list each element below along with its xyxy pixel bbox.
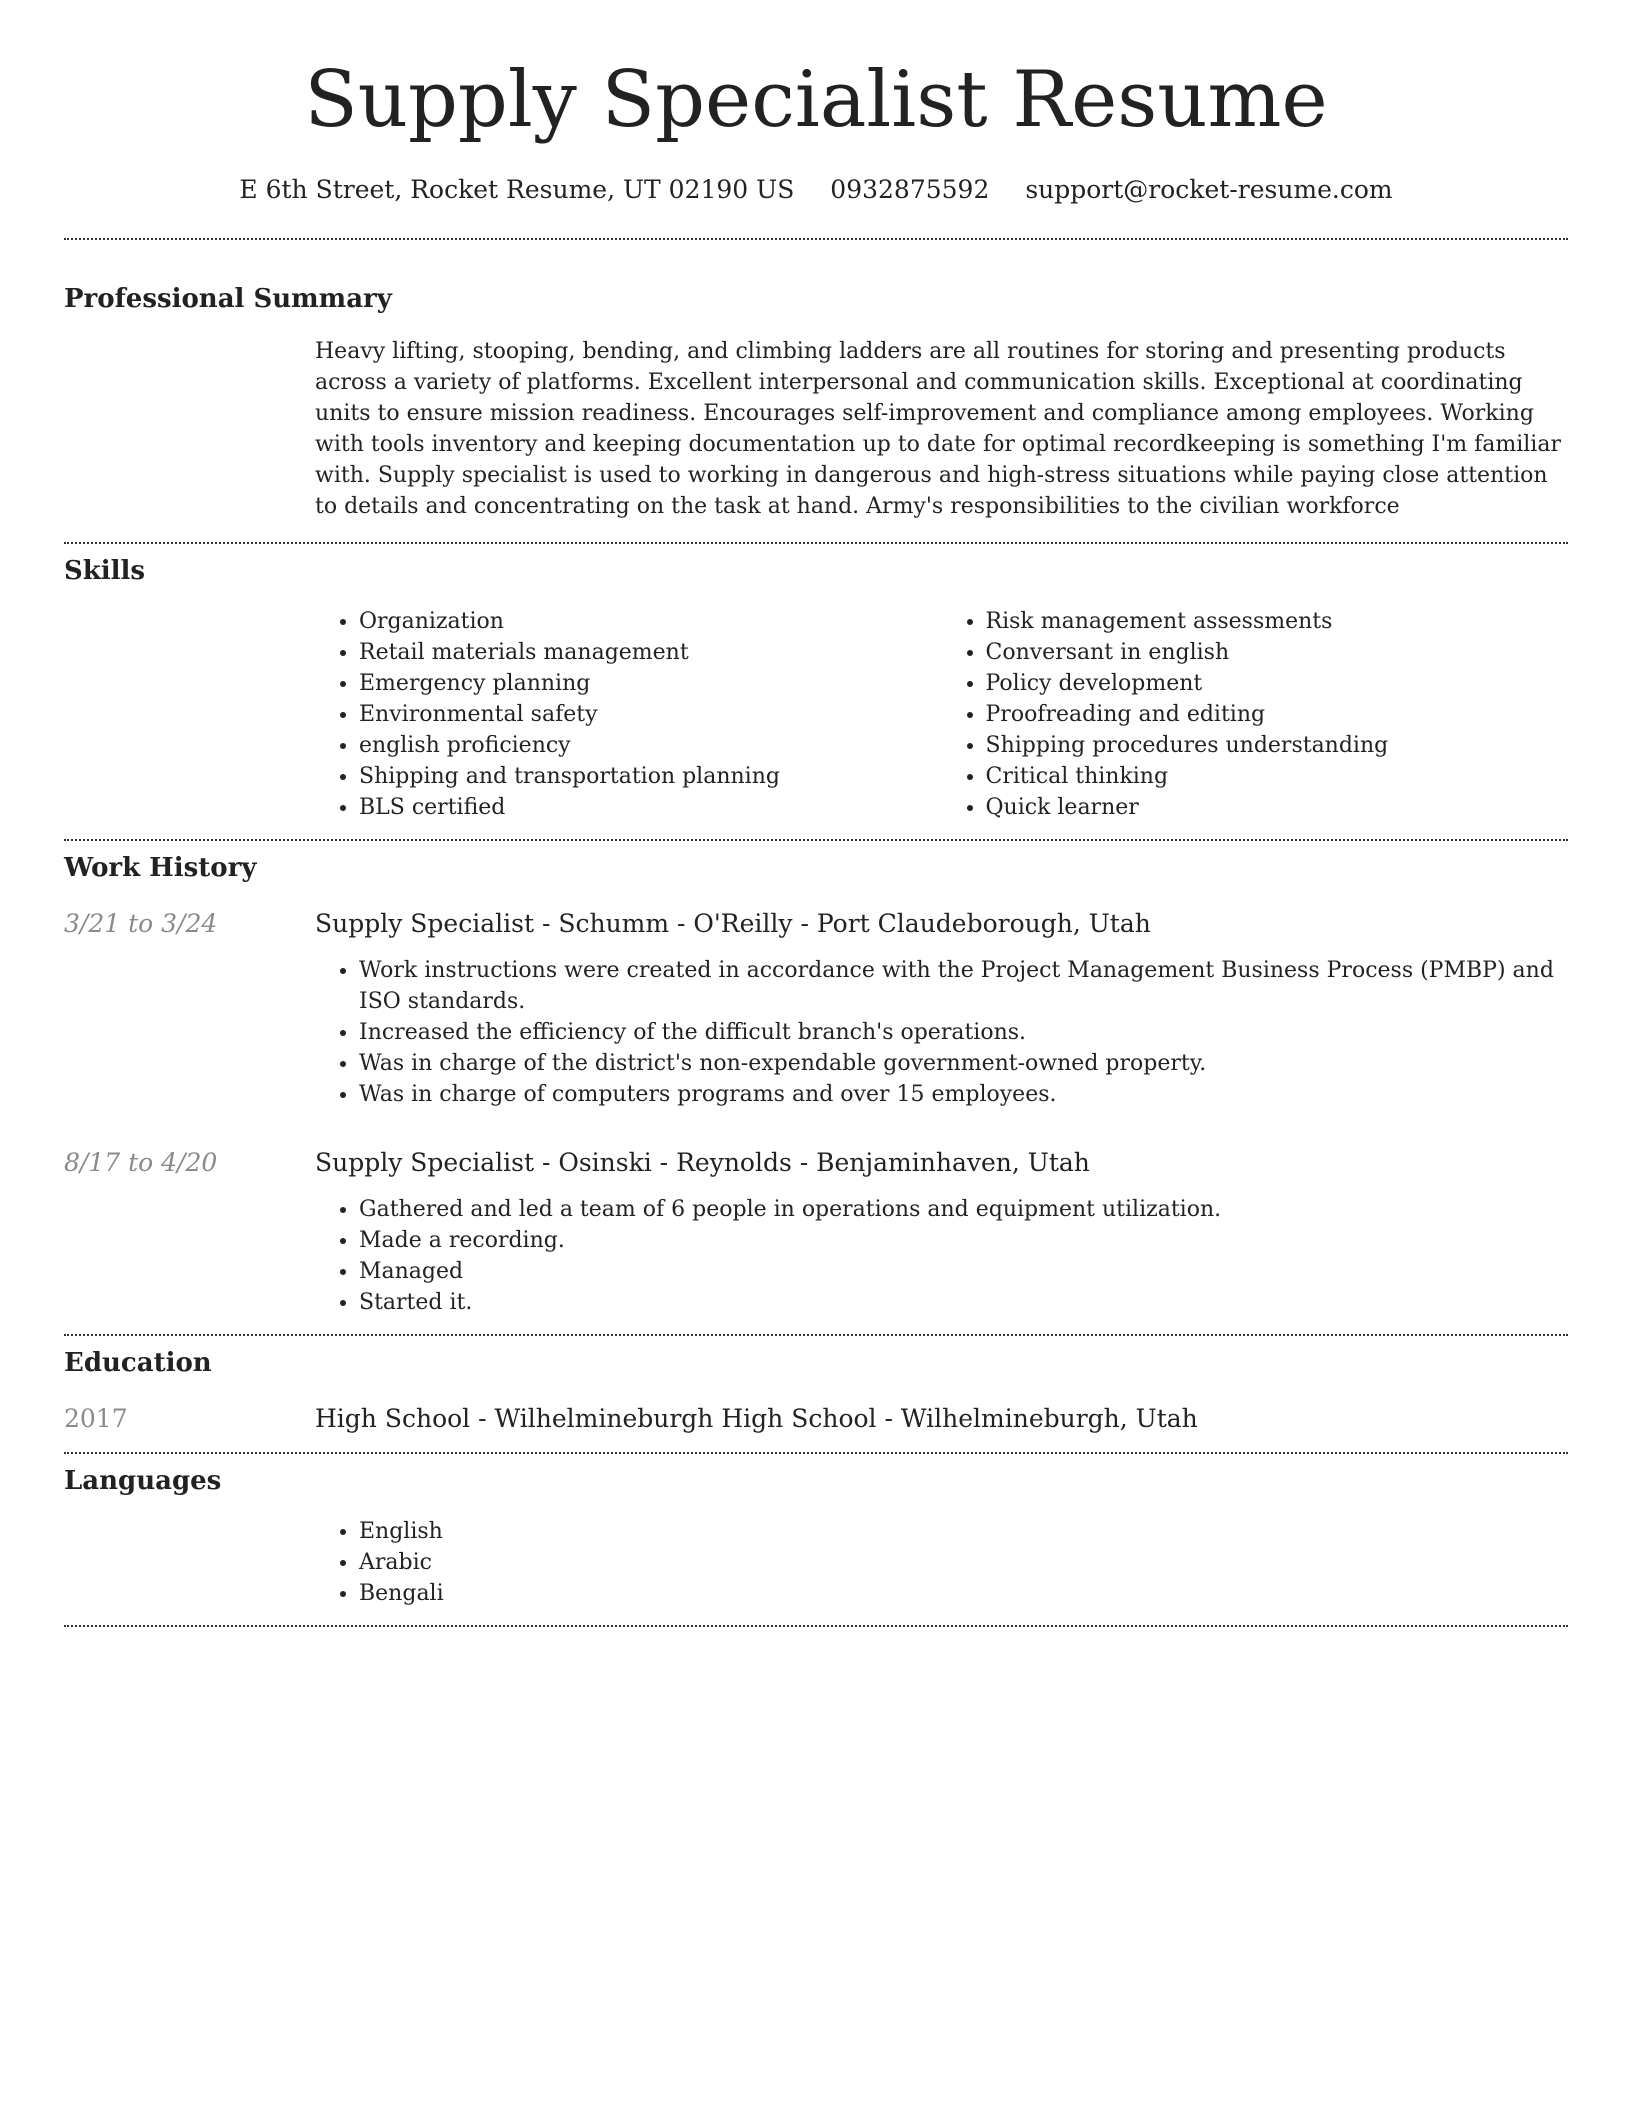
skill-item: • Risk management assessments bbox=[986, 606, 1569, 637]
skill-item: • Policy development bbox=[986, 668, 1569, 699]
skill-item: • Conversant in english bbox=[986, 637, 1569, 668]
languages-body bbox=[315, 1516, 1568, 1609]
job-dates: 3/21 to 3/24 bbox=[64, 909, 218, 938]
page-title: Supply Specialist Resume bbox=[304, 55, 1328, 145]
summary-text: Heavy lifting, stooping, bending, and climbing ladders are all routines for storing and presenting products across a variety of platforms. Excellent interpersonal and communication skills. Exceptional at coordinating units to ensure mission readiness. Encourages self-improvement and compliance among employees. Working with tools inventory and keeping documentation up to date for optimal recordkeeping is something I'm familiar with. Supply specialist is used to working in dangerous and high-stress situations while paying close attention to details and concentrating on the task at hand. Army's responsibilities to the civilian workforce bbox=[315, 339, 1561, 519]
divider bbox=[64, 1452, 1568, 1454]
job-bullet: • Was in charge of the district's non-expendable government-owned property. bbox=[359, 1048, 1568, 1079]
skill-item: • Shipping and transportation planning bbox=[359, 761, 942, 792]
skill-item: • Emergency planning bbox=[359, 668, 942, 699]
languages-section bbox=[64, 1464, 1568, 1609]
divider bbox=[64, 1334, 1568, 1336]
skills-list-right bbox=[942, 606, 1569, 823]
contact-line bbox=[64, 172, 1568, 208]
skill-item: • Critical thinking bbox=[986, 761, 1569, 792]
job-bullet: • Was in charge of computers programs and over 15 employees. bbox=[359, 1079, 1568, 1110]
job-dates: 8/17 to 4/20 bbox=[64, 1148, 218, 1177]
work-heading: Work History bbox=[64, 853, 257, 883]
skill-item: • Shipping procedures understanding bbox=[986, 730, 1569, 761]
skills-section bbox=[64, 554, 1568, 823]
skills-grid bbox=[315, 606, 1568, 823]
job-bullet: • Gathered and led a team of 6 people in operations and equipment utilization. bbox=[359, 1194, 1568, 1225]
language-item: • Arabic bbox=[359, 1547, 1568, 1578]
skill-item: • english proficiency bbox=[359, 730, 942, 761]
skill-item: • BLS certified bbox=[359, 792, 942, 823]
job-bullet: • Started it. bbox=[359, 1287, 1568, 1318]
work-section bbox=[64, 851, 1568, 1318]
job-title: Supply Specialist - Schumm - O'Reilly - Port Claudeborough, Utah bbox=[315, 909, 1151, 938]
divider bbox=[64, 839, 1568, 841]
skills-heading: Skills bbox=[64, 556, 146, 586]
education-entry bbox=[64, 1402, 1568, 1436]
job-bullet: • Work instructions were created in accordance with the Project Management Business Process (PMBP) and ISO standards. bbox=[359, 955, 1568, 1017]
job-entry bbox=[64, 1146, 1568, 1318]
job-bullet: • Managed bbox=[359, 1256, 1568, 1287]
skill-item: • Organization bbox=[359, 606, 942, 637]
divider bbox=[64, 1625, 1568, 1627]
languages-list bbox=[315, 1516, 1568, 1609]
divider bbox=[64, 542, 1568, 544]
divider bbox=[64, 238, 1568, 240]
education-year: 2017 bbox=[64, 1404, 128, 1433]
languages-heading: Languages bbox=[64, 1466, 222, 1496]
job-bullets bbox=[315, 955, 1568, 1110]
skill-item: • Proofreading and editing bbox=[986, 699, 1569, 730]
job-title: Supply Specialist - Osinski - Reynolds - Benjaminhaven, Utah bbox=[315, 1148, 1090, 1177]
resume-page bbox=[64, 0, 1568, 1627]
summary-heading: Professional Summary bbox=[64, 284, 392, 314]
education-heading: Education bbox=[64, 1348, 212, 1378]
job-main bbox=[315, 907, 1568, 1110]
job-bullet: • Made a recording. bbox=[359, 1225, 1568, 1256]
skills-list-left bbox=[315, 606, 942, 823]
skill-item: • Quick learner bbox=[986, 792, 1569, 823]
job-entry bbox=[64, 907, 1568, 1110]
language-item: • English bbox=[359, 1516, 1568, 1547]
summary-section bbox=[64, 282, 1568, 522]
contact-phone: 0932875592 bbox=[830, 175, 990, 204]
contact-address: E 6th Street, Rocket Resume, UT 02190 US bbox=[239, 175, 795, 204]
contact-email: support@rocket-resume.com bbox=[1025, 175, 1393, 204]
language-item: • Bengali bbox=[359, 1578, 1568, 1609]
skill-item: • Environmental safety bbox=[359, 699, 942, 730]
job-bullet: • Increased the efficiency of the difficult branch's operations. bbox=[359, 1017, 1568, 1048]
skill-item: • Retail materials management bbox=[359, 637, 942, 668]
job-main bbox=[315, 1146, 1568, 1318]
job-bullets bbox=[315, 1194, 1568, 1318]
education-section bbox=[64, 1346, 1568, 1436]
education-title: High School - Wilhelmineburgh High School - Wilhelmineburgh, Utah bbox=[315, 1404, 1198, 1433]
